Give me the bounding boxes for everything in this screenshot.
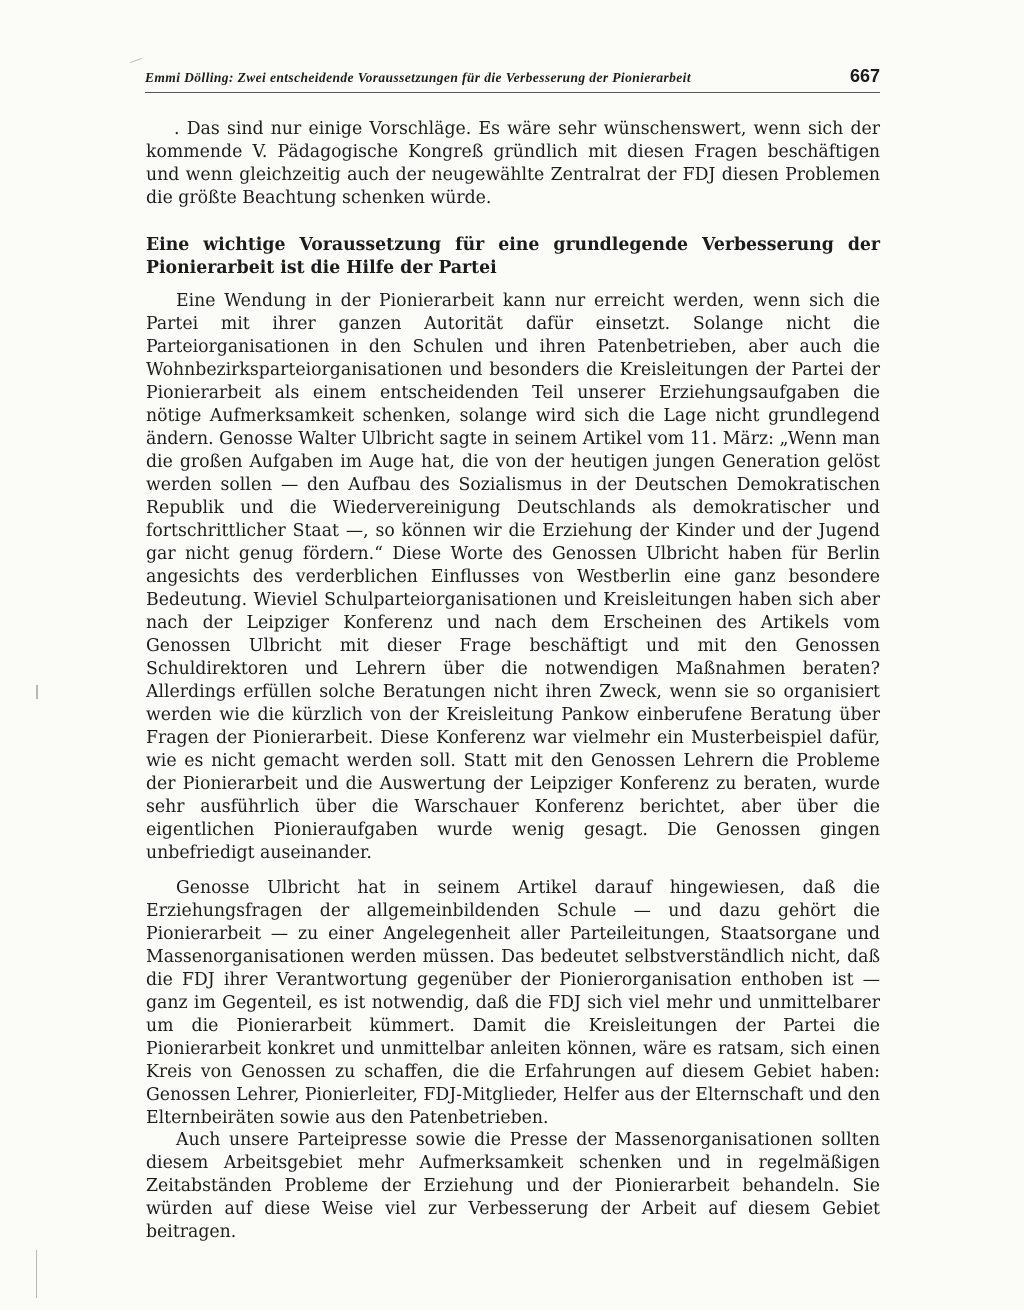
scan-artifact <box>36 685 38 699</box>
running-title: Emmi Dölling: Zwei entscheidende Voraussetzungen für die Verbesserung der Pionierarbeit <box>145 70 691 85</box>
body-paragraph-1: Eine Wendung in der Pionierarbeit kann nur erreicht werden, wenn sich die Partei mit ihrer ganzen Autorität dafür einsetzt. Solange nicht die Parteiorganisationen in den Schulen und ihren Patenbetrieben, aber auch die Wohnbezirksparteiorganisationen und besonders die Kreisleitungen der Partei der Pionierarbeit als einem entscheidenden Teil unserer Erziehungsaufgaben die nötige Aufmerksamkeit schenken, solange wird sich die Lage nicht grundlegend ändern. Genosse Walter Ulbricht sagte in seinem Artikel vom 11. März: „Wenn man die großen Aufgaben im Auge hat, die von der heutigen jungen Generation gelöst werden sollen — den Aufbau des Sozialismus in der Deutschen Demokratischen Republik und die Wiedervereinigung Deutschlands als demokratischer und fortschrittlicher Staat —, so können wir die Erziehung der Kinder und der Jugend gar nicht genug fördern.“ Diese Worte des Genossen Ulbricht haben für Berlin angesichts des verderblichen Einflusses von Westberlin eine ganz besondere Bedeutung. Wieviel Schulparteiorganisationen und Kreisleitungen haben sich aber nach der Leipziger Konferenz und nach dem Erscheinen des Artikels vom Genossen Ulbricht mit dieser Frage beschäftigt und mit den Genossen Schuldirektoren und Lehrern über die notwendigen Maßnahmen beraten? Allerdings erfüllen solche Beratungen nicht ihren Zweck, wenn sie so organisiert werden wie die kürzlich von der Kreisleitung Pankow einberufene Beratung über Fragen der Pionierarbeit. Diese Konferenz war vielmehr ein Musterbeispiel dafür, wie es nicht gemacht werden soll. Statt mit den Genossen Lehrern die Probleme der Pionierarbeit und die Auswertung der Leipziger Konferenz zu beraten, wurde sehr ausführlich über die Warschauer Konferenz berichtet, aber über die eigentlichen Pionieraufgaben wurde wenig gesagt. Die Genossen gingen unbefriedigt auseinander. <box>146 291 880 863</box>
body-paragraph-3: Auch unsere Parteipresse sowie die Presse der Massenorganisationen sollten diesem Arbeitsgebiet mehr Aufmerksamkeit schenken und in regelmäßigen Zeitabständen Probleme der Erziehung und der Pionierarbeit behandeln. Sie würden auf diese Weise viel zur Verbesserung der Arbeit auf diesem Gebiet beitragen. <box>146 1130 880 1242</box>
scan-artifact <box>130 58 142 63</box>
intro-paragraph: . Das sind nur einige Vorschläge. Es wäre sehr wünschenswert, wenn sich der kommende V. Pädagogische Kongreß gründlich mit diesen Fragen beschäftigen und wenn gleichzeitig auch der neugewählte Zentralrat der FDJ diesen Problemen die größte Beachtung schenken würde. <box>146 119 880 208</box>
section-heading: Eine wichtige Voraussetzung für eine grundlegende Verbesserung der Pionierarbeit ist die Hilfe der Partei <box>146 235 880 278</box>
running-header <box>145 66 880 93</box>
scan-artifact <box>36 1250 37 1298</box>
page-number: 667 <box>849 66 880 86</box>
body-paragraph-2: Genosse Ulbricht hat in seinem Artikel darauf hingewiesen, daß die Erziehungsfragen der allgemeinbildenden Schule — und dazu gehört die Pionierarbeit — zu einer Angelegenheit aller Parteileitungen, Staatsorgane und Massenorganisationen werden müssen. Das bedeutet selbstverständlich nicht, daß die FDJ ihrer Verantwortung gegenüber der Pionierorganisation enthoben ist — ganz im Gegenteil, es ist notwendig, daß die FDJ sich viel mehr und unmittelbarer um die Pionierarbeit kümmert. Damit die Kreisleitungen der Partei die Pionierarbeit konkret und unmittelbar anleiten können, wäre es ratsam, sich einen Kreis von Genossen zu schaffen, die die Erfahrungen auf diesem Gebiet haben: Genossen Lehrer, Pionierleiter, FDJ-Mitglieder, Helfer aus der Elternschaft und den Elternbeiräten sowie aus den Patenbetrieben. <box>146 878 880 1128</box>
